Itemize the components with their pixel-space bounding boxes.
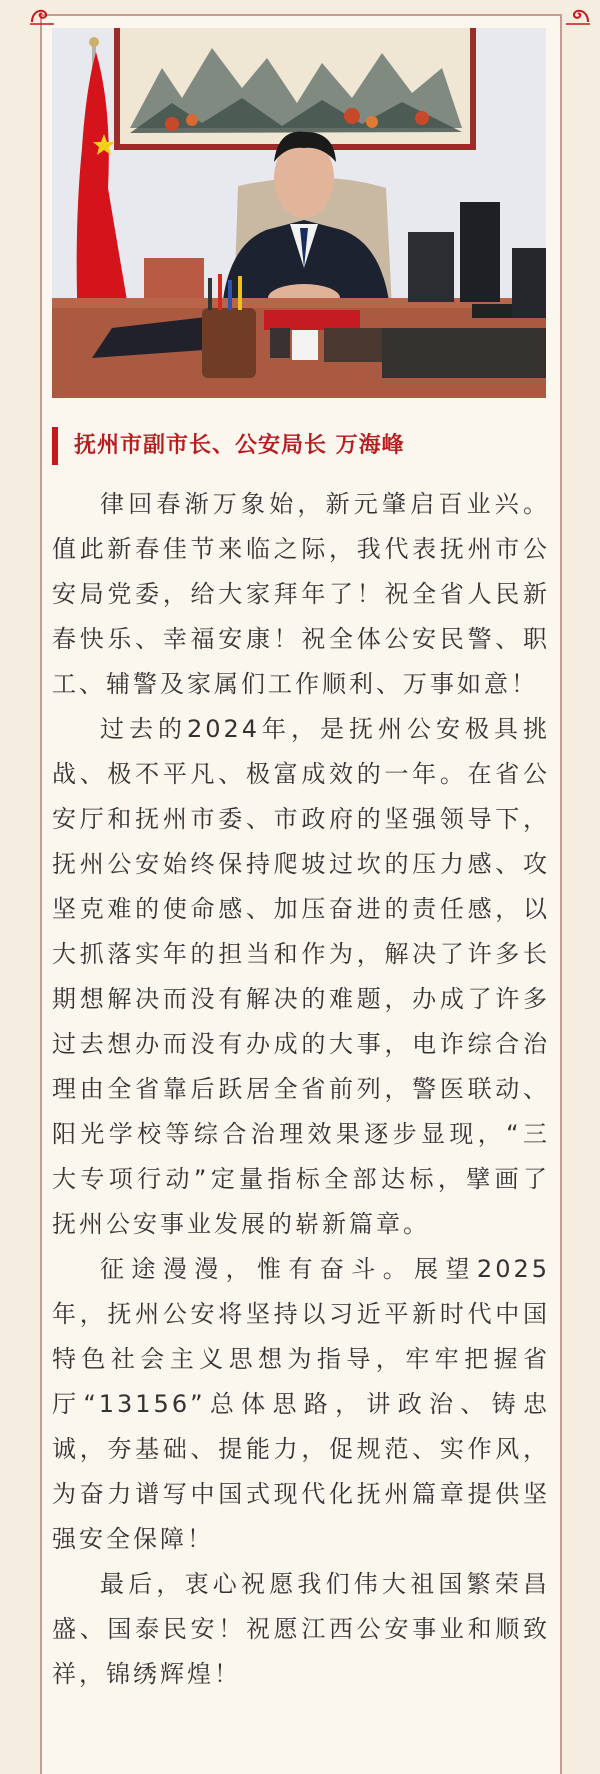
- article-body: [52, 482, 550, 1697]
- portrait-photo: [52, 28, 546, 398]
- corner-ornament-right-icon: [564, 4, 592, 26]
- paragraph: 征途漫漫，惟有奋斗。展望2025年，抚州公安将坚持以习近平新时代中国特色社会主义思想为指导，牢牢把握省厅“13156”总体思路，讲政治、铸忠诚，夯基础、提能力，促规范、实作风，为奋力谱写中国式现代化抚州篇章提供坚强安全保障！: [52, 1255, 550, 1553]
- article-title: 抚州市副市长、公安局长 万海峰: [74, 433, 405, 458]
- paragraph: 律回春渐万象始，新元肇启百业兴。值此新春佳节来临之际，我代表抚州市公安局党委，给大家拜年了！祝全省人民新春快乐、幸福安康！祝全体公安民警、职工、辅警及家属们工作顺利、万事如意！: [52, 490, 550, 698]
- paragraph: 最后，衷心祝愿我们伟大祖国繁荣昌盛、国泰民安！祝愿江西公安事业和顺致祥，锦绣辉煌！: [52, 1570, 550, 1688]
- title-accent-bar: [52, 427, 58, 465]
- corner-ornament-left-icon: [28, 4, 56, 26]
- paragraph: 过去的2024年，是抚州公安极具挑战、极不平凡、极富成效的一年。在省公安厅和抚州市委、市政府的坚强领导下，抚州公安始终保持爬坡过坎的压力感、攻坚克难的使命感、加压奋进的责任感，以大抓落实年的担当和作为，解决了许多长期想解决而没有解决的难题，办成了许多过去想办而没有办成的大事，电诈综合治理由全省靠后跃居全省前列，警医联动、阳光学校等综合治理效果逐步显现，“三大专项行动”定量指标全部达标，擘画了抚州公安事业发展的崭新篇章。: [52, 715, 550, 1238]
